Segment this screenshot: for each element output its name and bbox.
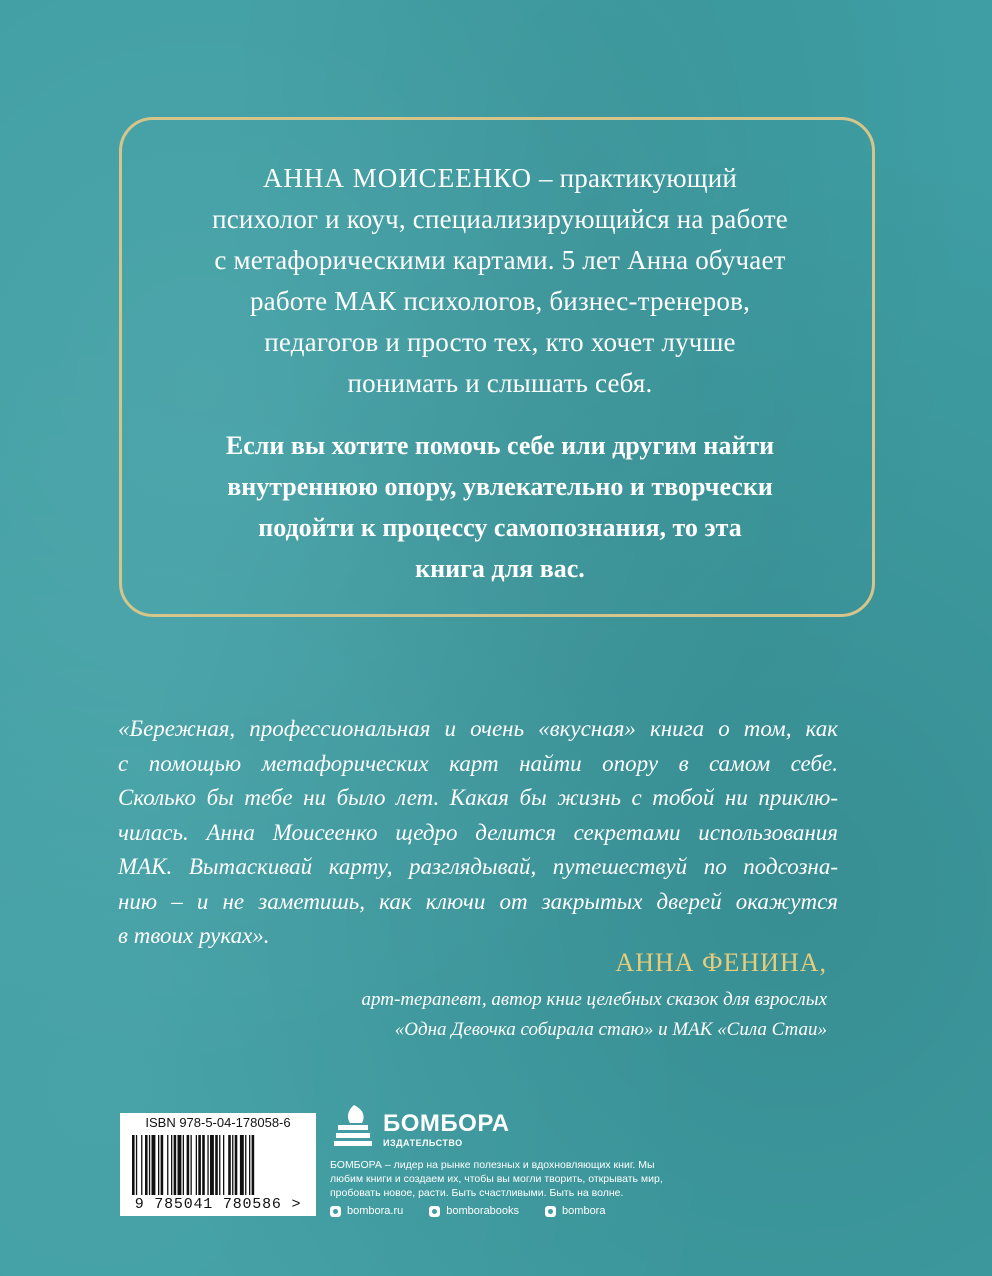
pitch-line: Если вы хотите помочь себе или другим найти xyxy=(225,431,775,460)
author-bio xyxy=(150,158,850,404)
barcode-bars xyxy=(130,1135,306,1195)
bio-line: педагогов и просто тех, кто хочет лучше xyxy=(264,327,736,357)
quote-line: с помощью метафорических карт найти опору в самом себе. xyxy=(118,750,838,776)
quote-line: нию – и не заметишь, как ключи от закрытых дверей окажутся xyxy=(118,888,838,914)
telegram-icon xyxy=(545,1206,556,1217)
publisher-socials xyxy=(330,1205,605,1217)
barcode xyxy=(120,1113,316,1216)
social-link[interactable]: bomborabooks xyxy=(446,1205,520,1217)
bio-line: понимать и слышать себя. xyxy=(347,368,653,398)
review-quote xyxy=(118,712,838,954)
publisher-name: БОМБОРА xyxy=(383,1110,510,1137)
social-link[interactable]: bombora.ru xyxy=(347,1205,404,1217)
bombora-logo-icon xyxy=(332,1103,378,1153)
quote-line: МАК. Вытаскивай карту, разглядывай, путешествуй по подсозна- xyxy=(118,854,838,879)
book-pitch xyxy=(150,425,850,589)
quote-line: Сколько бы тебе ни было лет. Какая бы жизнь с тобой ни приклю- xyxy=(118,785,838,810)
role-line: «Одна Девочка собирала стаю» и МАК «Сила Стаи» xyxy=(394,1019,827,1040)
quote-author: АННА ФЕНИНА, xyxy=(615,948,827,977)
bio-line: с метафорическими картами. 5 лет Анна обучает xyxy=(214,245,786,275)
author-name: АННА МОИСЕЕНКО xyxy=(262,163,533,193)
publisher-subtitle: ИЗДАТЕЛЬСТВО xyxy=(383,1138,463,1148)
bio-line: работе МАК психологов, бизнес-тренеров, xyxy=(249,286,751,316)
quote-line: «Бережная, профессиональная и очень «вкусная» книга о том, как xyxy=(118,716,838,741)
isbn-number: ISBN 978-5-04-178058-6 xyxy=(145,1115,291,1130)
barcode-digits: 9 785041 780586 > xyxy=(134,1196,302,1213)
bio-line: – практикующий xyxy=(538,163,738,193)
globe-icon xyxy=(330,1206,341,1217)
role-line: арт-терапевт, автор книг целебных сказок для взрослых xyxy=(361,989,827,1010)
quote-author-role xyxy=(127,985,827,1045)
vk-icon xyxy=(429,1206,440,1217)
quote-line: чилась. Анна Моисеенко щедро делится секретами использования xyxy=(118,819,838,845)
quote-line: в твоих руках». xyxy=(118,923,270,948)
social-link[interactable]: bombora xyxy=(562,1205,606,1217)
pitch-line: внутреннюю опору, увлекательно и творчески xyxy=(227,472,773,501)
bio-line: психолог и коуч, специализирующийся на работе xyxy=(212,204,788,234)
pitch-line: подойти к процессу самопознания, то эта xyxy=(258,513,742,542)
publisher-description: БОМБОРА – лидер на рынке полезных и вдохновляющих книг. Мы любим книги и создаем их, чтобы вы могли творить, открывать мир, пробовать новое, расти. Быть счастливыми. Быть на волне. xyxy=(330,1159,663,1199)
pitch-line: книга для вас. xyxy=(415,554,585,583)
